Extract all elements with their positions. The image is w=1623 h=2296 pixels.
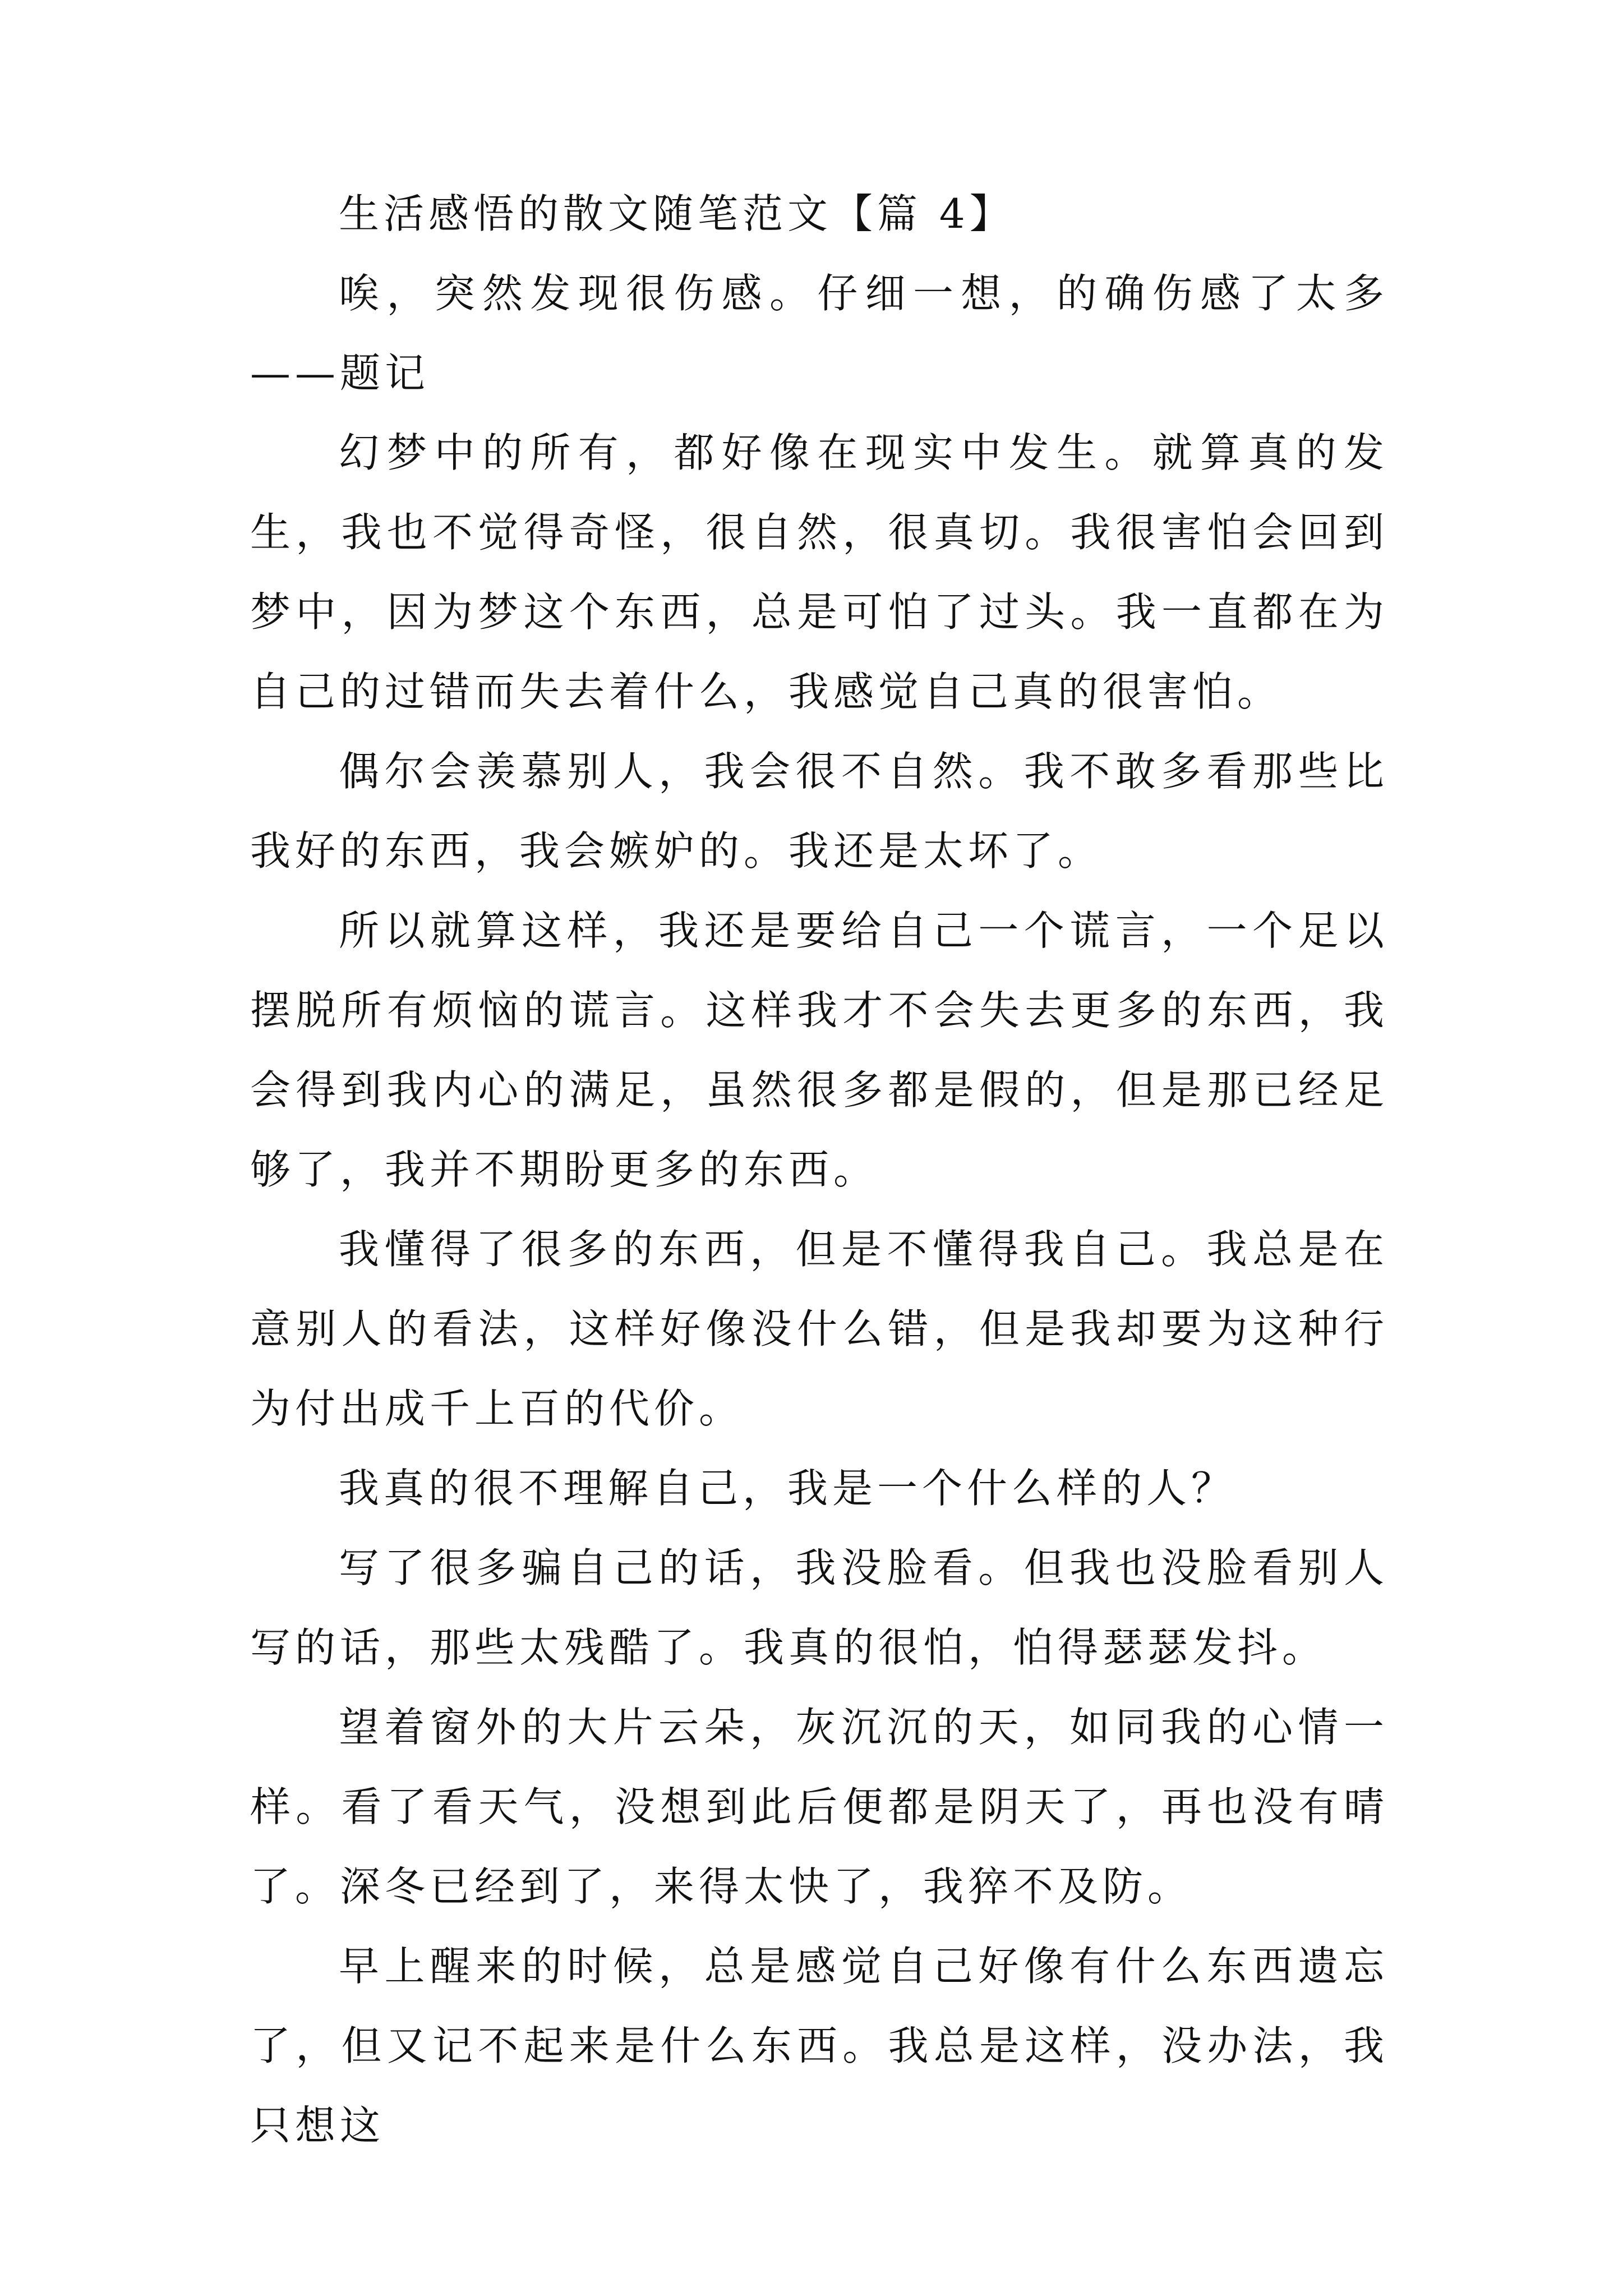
paragraph: 所以就算这样，我还是要给自己一个谎言，一个足以摆脱所有烦恼的谎言。这样我才不会失去更多的东西，我会得到我内心的满足，虽然很多都是假的，但是那已经足够了，我并不期盼更多的东西。 — [250, 907, 1389, 1193]
paragraph: 望着窗外的大片云朵，灰沉沉的天，如同我的心情一样。看了看天气，没想到此后便都是阴天了，再也没有晴了。深冬已经到了，来得太快了，我猝不及防。 — [250, 1704, 1389, 1910]
paragraph: 我真的很不理解自己，我是一个什么样的人？ — [339, 1465, 1237, 1512]
paragraph: 写了很多骗自己的话，我没脸看。但我也没脸看别人写的话，那些太残酷了。我真的很怕，怕得瑟瑟发抖。 — [250, 1544, 1389, 1671]
paragraph: 唉，突然发现很伤感。仔细一想，的确伤感了太多——题记 — [250, 270, 1389, 397]
paragraph: 我懂得了很多的东西，但是不懂得我自己。我总是在意别人的看法，这样好像没什么错，但是我却要为这种行为付出成千上百的代价。 — [250, 1226, 1389, 1432]
paragraph: 早上醒来的时候，总是感觉自己好像有什么东西遗忘了，但又记不起来是什么东西。我总是这样，没办法，我只想这 — [250, 1943, 1389, 2149]
section-title: 生活感悟的散文随笔范文【篇 4】 — [339, 190, 1015, 237]
paragraph: 幻梦中的所有，都好像在现实中发生。就算真的发生，我也不觉得奇怪，很自然，很真切。我很害怕会回到梦中，因为梦这个东西，总是可怕了过头。我一直都在为自己的过错而失去着什么，我感觉自己真的很害怕。 — [250, 429, 1389, 715]
paragraph: 偶尔会羡慕别人，我会很不自然。我不敢多看那些比我好的东西，我会嫉妒的。我还是太坏了。 — [250, 748, 1389, 875]
document-body — [250, 174, 1389, 2165]
